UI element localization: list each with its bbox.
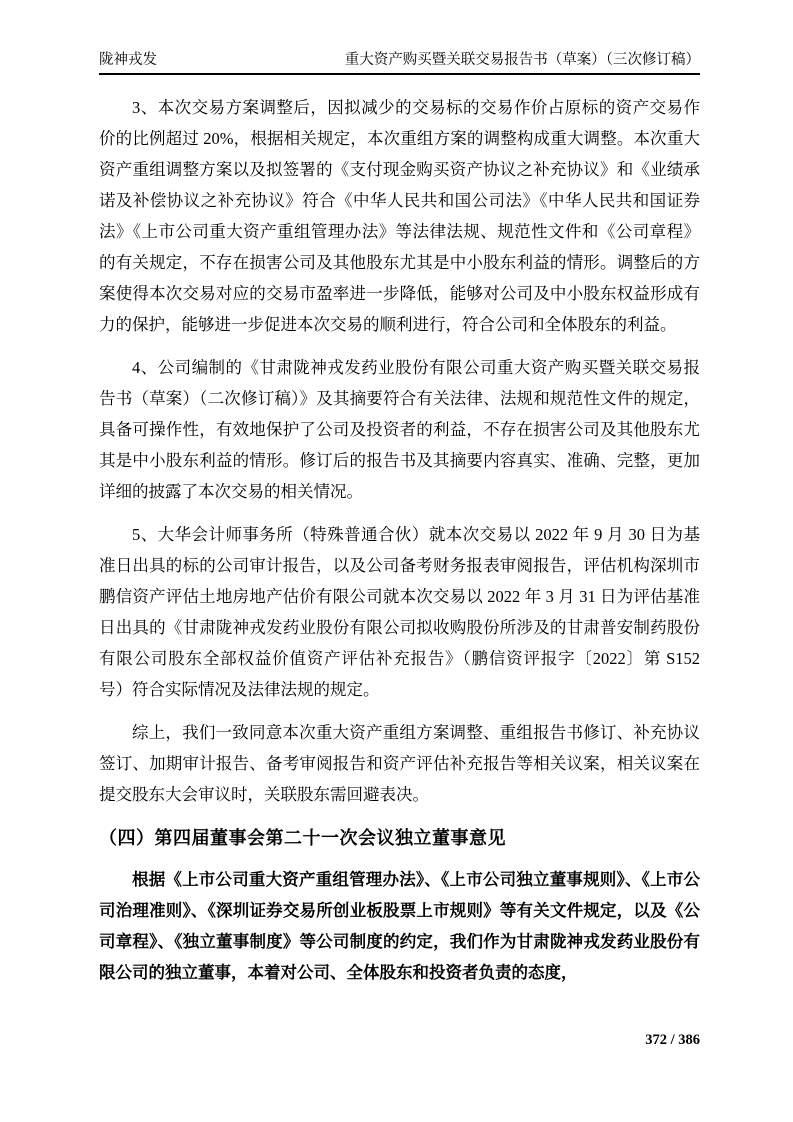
header-company-short-name: 陇神戎发: [99, 52, 157, 68]
paragraph-item-5: 5、大华会计师事务所（特殊普通合伙）就本次交易以 2022 年 9 月 30 日为基准日出具的标的公司审计报告，以及公司备考财务报表审阅报告，评估机构深圳市鹏信资产评估土地房地产估价有限公司就本次交易以 2022 年 3 月 31 日为评估基准日出具的《甘肃陇神戎发药业股份有限公司拟收购股份所涉及的甘肃普安制药股份有限公司股东全部权益价值资产评估补充报告》（鹏信资评报字〔2022〕第 S152 号）符合实际情况及法律法规的规定。: [99, 525, 700, 699]
paragraph-item-4: 4、公司编制的《甘肃陇神戎发药业股份有限公司重大资产购买暨关联交易报告书（草案）（二次修订稿）》及其摘要符合有关法律、法规和规范性文件的规定，具备可操作性，有效地保护了公司及投资者的利益，不存在损害公司及其他股东尤其是中小股东利益的情形。修订后的报告书及其摘要内容真实、准确、完整，更加详细的披露了本次交易的相关情况。: [99, 358, 700, 501]
section-heading-independent-director-opinion: （四）第四届董事会第二十一次会议独立董事意见: [99, 828, 506, 848]
paragraph-item-3: 3、本次交易方案调整后，因拟减少的交易标的交易作价占原标的资产交易作价的比例超过 20%，根据相关规定，本次重组方案的调整构成重大调整。本次重大资产重组调整方案以及拟签署的《支付现金购买资产协议之补充协议》和《业绩承诺及补偿协议之补充协议》符合《中华人民共和国公司法》《中华人民共和国证券法》《上市公司重大资产重组管理办法》等法律法规、规范性文件和《公司章程》的有关规定，不存在损害公司及其他股东尤其是中小股东利益的情形。调整后的方案使得本次交易对应的交易市盈率进一步降低，能够对公司及中小股东权益形成有力的保护，能够进一步促进本次交易的顺利进行，符合公司和全体股东的利益。: [99, 98, 700, 334]
header-document-title: 重大资产购买暨关联交易报告书（草案）（三次修订稿）: [344, 52, 700, 68]
paragraph-conclusion: 综上，我们一致同意本次重大资产重组方案调整、重组报告书修订、补充协议签订、加期审计报告、备考审阅报告和资产评估补充报告等相关议案，相关议案在提交股东大会审议时，关联股东需回避表决。: [99, 723, 700, 804]
document-content: [99, 92, 700, 988]
page-number: 372 / 386: [645, 1032, 700, 1048]
paragraph-independent-director-basis: 根据《上市公司重大资产重组管理办法》、《上市公司独立董事规则》、《上市公司治理准则》、《深圳证券交易所创业板股票上市规则》等有关文件规定，以及《公司章程》、《独立董事制度》等公司制度的约定，我们作为甘肃陇神戎发药业股份有限公司的独立董事，本着对公司、全体股东和投资者负责的态度，: [99, 870, 700, 982]
page-header: [99, 50, 700, 75]
